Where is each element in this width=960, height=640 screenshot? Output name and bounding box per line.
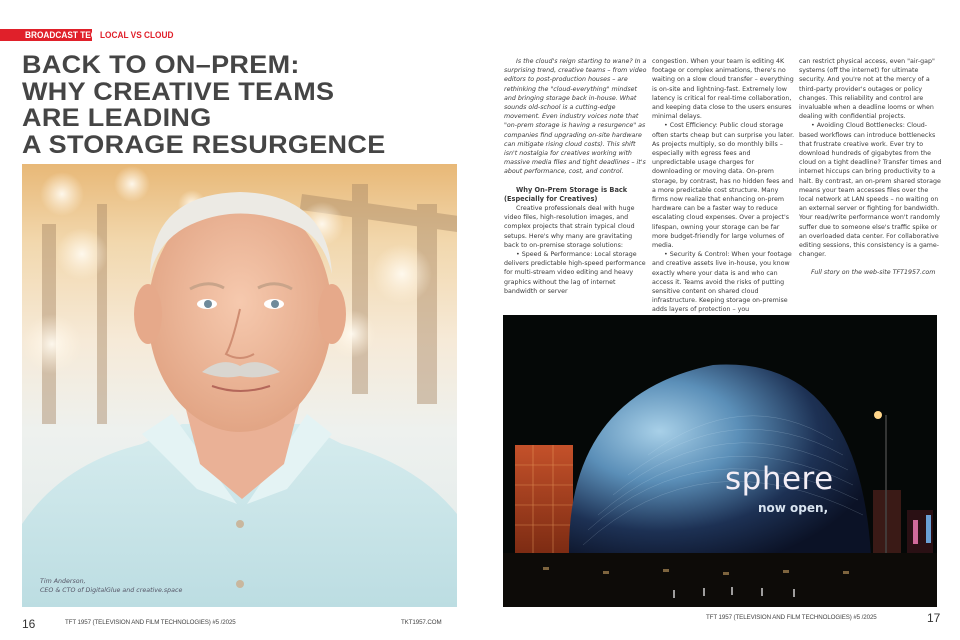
website-footer[interactable]: TKT1957.COM (401, 619, 442, 626)
article-column-2 (652, 57, 795, 315)
article-bullet-speed: • Speed & Performance: Local storage delivers predictable high-speed performance for multi-stream video editing and heavy graphics without the lag of internet bandwidth or server (504, 251, 646, 295)
article-column-3 (799, 57, 942, 278)
article-paragraph: can restrict physical access, even "air-gap" systems (off the internet) for ultimate security. And you're not at the mercy of a third-party provider's outages or policy changes. This reliability and control are invaluable when a deadline looms or when dealing with confidential projects. (799, 58, 935, 121)
article-paragraph: Creative professionals deal with huge video files, high-resolution images, and complex projects that strain typical cloud setups. Here's why many are gravitating back to on-premise storage solutions: (504, 205, 635, 249)
page-number-right: 17 (927, 611, 941, 625)
section-sublabel: LOCAL VS CLOUD (100, 30, 174, 40)
headline-line: WHY CREATIVE TEAMS (22, 77, 335, 106)
sphere-illustration (503, 315, 937, 607)
article-bullet-security: • Security & Control: When your footage and creative assets live in-house, you know exactly where your data is and who can access it. Teams avoid the risks of putting sensitive content on shared cloud infrastructure. Keeping storage on-premise adds layers of protection – you (652, 251, 792, 314)
sphere-display-title: sphere (725, 461, 834, 497)
caption-title: CEO & CTO of DigitalGlue and creative.space (40, 587, 183, 594)
article-paragraph: congestion. When your team is editing 4K footage or complex animations, there's no waiting on a slow cloud transfer – everything is on-site and lightning-fast. Extremely low latency is critical for real-time collaboration, and keeping data close to the users ensures minimal delays. (652, 58, 794, 121)
headline-line: A STORAGE RESURGENCE (22, 130, 386, 159)
full-story-link[interactable]: Full story on the web-site TFT1957.com (811, 269, 936, 277)
article-bullet-bottlenecks: • Avoiding Cloud Bottlenecks: Cloud-based workflows can introduce bottlenecks that frustrate creative work. Ever try to download hundreds of gigabytes from the cloud on a tight deadline? Transfer times and internet hiccups can bring productivity to a halt. By contrast, an on-prem shared storage means your team accesses files over the local network at LAN speeds – no waiting on an external server or fighting for bandwidth. Your read/write performance won't randomly suffer due to someone else's traffic spike or an overloaded data center. For collaborative editing sessions, this consistency is a game-changer. (799, 122, 942, 259)
sphere-photo (503, 315, 937, 607)
photo-caption (40, 577, 182, 595)
headline-line: BACK TO ON–PREM: (22, 51, 300, 79)
section-label: BROADCAST TECH (25, 30, 103, 40)
article-intro: Is the cloud's reign starting to wane? In a surprising trend, creative teams – from video editors to post-production houses – are rethinking the "cloud-everything" mindset and bringing storage back in-house. What sounds old-school is a cutting-edge movement. Even industry voices note that "on-prem storage is having a resurgence" as companies find upgrading on-site hardware can mitigate rising cloud costs). This shift isn't nostalgia for creatives working with massive media files and tight deadlines – it's about performance, cost, and control. (504, 58, 647, 176)
portrait-illustration (22, 164, 457, 607)
article-subhead: Why On-Prem Storage is Back (Especially for Creatives) (504, 185, 628, 203)
publication-footer-right: TFT 1957 (TELEVISION AND FILM TECHNOLOGIES) #5 /2025 (706, 614, 877, 621)
article-bullet-cost: • Cost Efficiency: Public cloud storage often starts cheap but can surprise you later. As projects multiply, so do monthly bills – especially with egress fees and unpredictable usage charges for downloading or moving data. On-prem storage, by contrast, has no hidden fees and a more predictable cost structure. Many firms now realize that enhancing on-prem hardware can be a faster way to reduce escalating cloud expenses. Over a project's lifespan, owning your storage can be far more budget-friendly for large volumes of media. (652, 122, 795, 250)
sphere-display-subtitle: now open, (758, 501, 829, 515)
headline-line: ARE LEADING (22, 104, 212, 132)
page-number-left: 16 (22, 617, 36, 631)
caption-name: Tim Anderson, (40, 578, 86, 585)
portrait-photo (22, 164, 457, 607)
article-column-1 (504, 57, 647, 296)
publication-footer-left: TFT 1957 (TELEVISION AND FILM TECHNOLOGIES) #5 /2025 (65, 619, 236, 626)
headline (22, 52, 462, 158)
